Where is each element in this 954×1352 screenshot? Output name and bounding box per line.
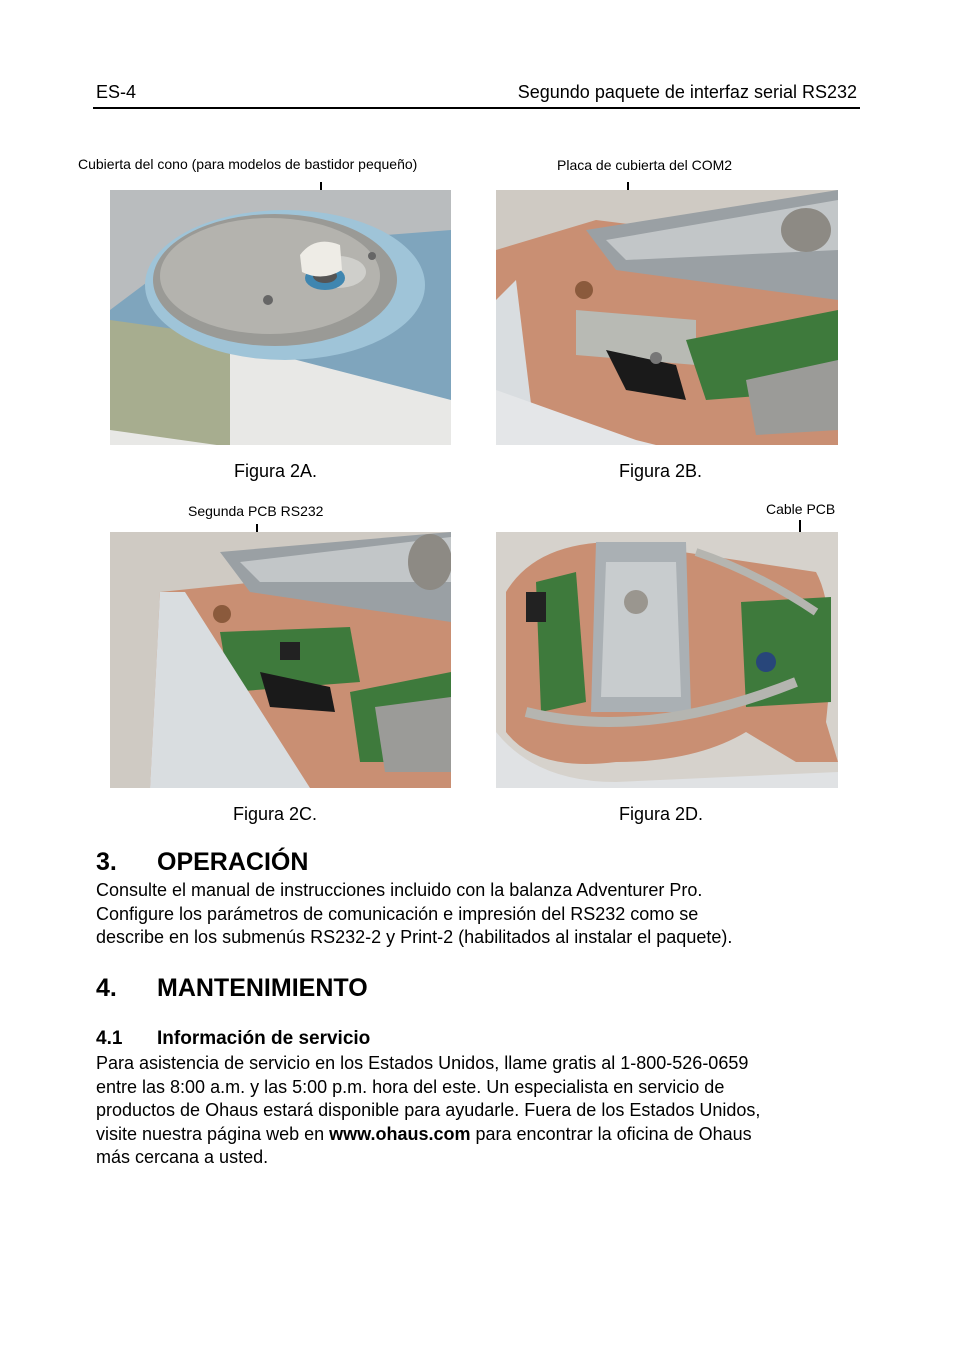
section-4-1-title: Información de servicio (157, 1028, 371, 1049)
section-4-1-heading (96, 1028, 370, 1050)
callout-com2-cover-plate: Placa de cubierta del COM2 (557, 157, 733, 173)
callout-second-rs232-pcb: Segunda PCB RS232 (188, 503, 324, 519)
section-4-1-line: más cercana a usted. (96, 1147, 269, 1167)
ohaus-website-link[interactable]: www.ohaus.com (329, 1123, 471, 1144)
section-4-number: 4. (96, 974, 117, 1002)
section-4-1-line: visite nuestra página web en www.ohaus.com para encontrar la oficina de Ohaus (96, 1123, 752, 1144)
caption-figure-2b: Figura 2B. (619, 461, 703, 481)
callout-pcb-cable: Cable PCB (766, 501, 836, 517)
section-4-1-line: productos de Ohaus estará disponible para ayudarle. Fuera de los Estados Unidos, (96, 1100, 761, 1120)
photo-figure-2d (496, 532, 838, 788)
section-3-body (96, 879, 866, 950)
caption-figure-2c: Figura 2C. (233, 804, 318, 824)
section-3-title: OPERACIÓN (157, 848, 309, 876)
section-4-heading (96, 974, 368, 1003)
section-4-1-number: 4.1 (96, 1028, 123, 1049)
callout-cone-cover: Cubierta del cono (para modelos de bastidor pequeño) (78, 156, 418, 172)
section-3-heading (96, 848, 308, 877)
section-4-title: MANTENIMIENTO (157, 974, 368, 1002)
section-4-1-body (96, 1052, 866, 1170)
header-rule (93, 107, 860, 109)
section-4-1-line: entre las 8:00 a.m. y las 5:00 p.m. hora del este. Un especialista en servicio de (96, 1076, 725, 1097)
section-3-line: describe en los submenús RS232-2 y Print-2 (habilitados al instalar el paquete). (96, 927, 733, 947)
caption-figure-2d: Figura 2D. (619, 804, 704, 824)
page-number: ES-4 (96, 82, 137, 102)
photo-figure-2c (110, 532, 451, 788)
section-3-line: Configure los parámetros de comunicación e impresión del RS232 como se (96, 903, 699, 924)
photo-figure-2a (110, 190, 451, 445)
section-4-1-line: Para asistencia de servicio en los Estados Unidos, llame gratis al 1-800-526-0659 (96, 1053, 749, 1073)
section-3-number: 3. (96, 848, 117, 876)
caption-figure-2a: Figura 2A. (234, 461, 318, 481)
section-3-line: Consulte el manual de instrucciones incluido con la balanza Adventurer Pro. (96, 880, 703, 900)
photo-figure-2b (496, 190, 838, 445)
running-header-title: Segundo paquete de interfaz serial RS232 (517, 82, 857, 102)
